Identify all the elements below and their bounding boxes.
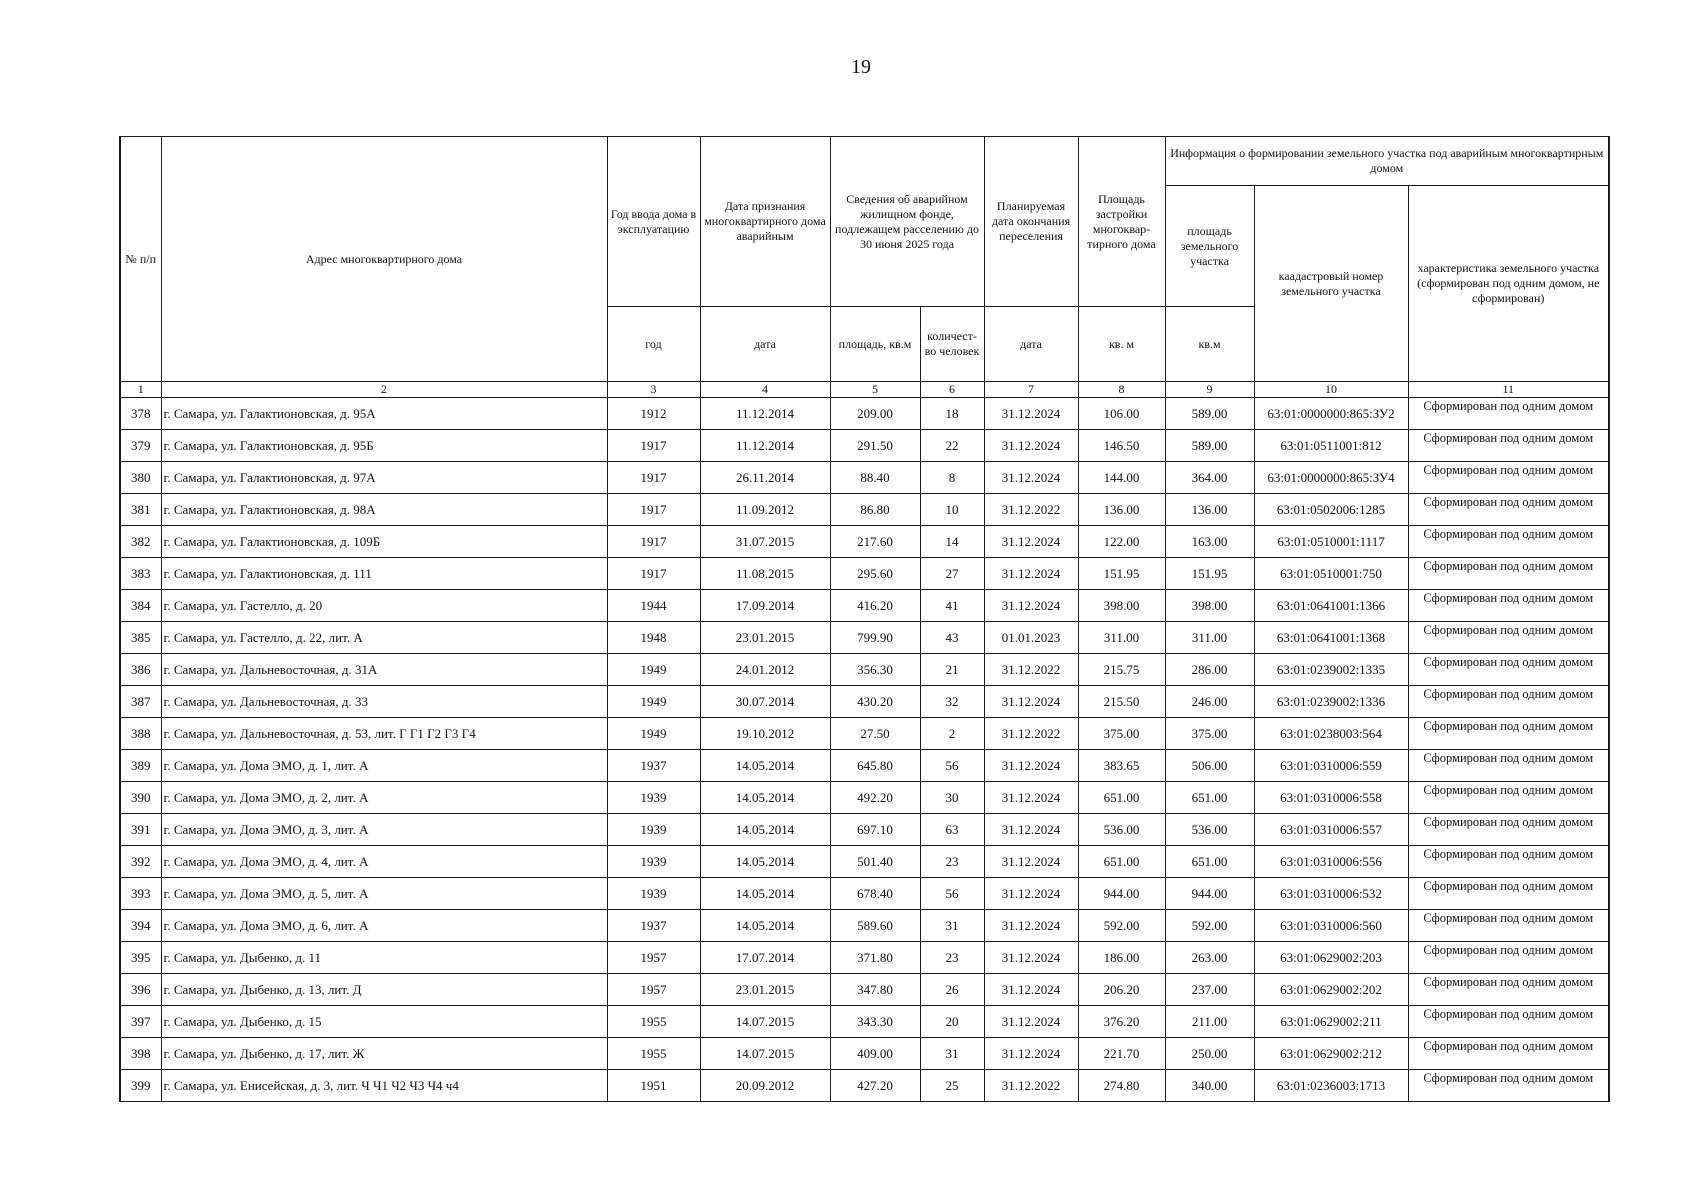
land-status: Сформирован под одним домом [1408,814,1609,846]
house-address: г. Самара, ул. Дыбенко, д. 15 [161,1006,607,1038]
people-count: 22 [920,430,984,462]
column-number: 2 [161,382,607,398]
land-status: Сформирован под одним домом [1408,1038,1609,1070]
recognition-date: 11.09.2012 [700,494,830,526]
people-count: 32 [920,686,984,718]
commission-year: 1939 [607,846,700,878]
cadastral-number: 63:01:0310006:560 [1254,910,1408,942]
commission-year: 1957 [607,974,700,1006]
recognition-date: 14.05.2014 [700,782,830,814]
commission-year: 1949 [607,686,700,718]
cadastral-number: 63:01:0629002:211 [1254,1006,1408,1038]
row-number: 392 [120,846,161,878]
row-number: 399 [120,1070,161,1102]
commission-year: 1937 [607,750,700,782]
recognition-date: 19.10.2012 [700,718,830,750]
land-status: Сформирован под одним домом [1408,462,1609,494]
house-address: г. Самара, ул. Дома ЭМО, д. 6, лит. А [161,910,607,942]
table-row [120,686,1609,718]
table-body [120,398,1609,1102]
land-area: 163.00 [1165,526,1254,558]
planned-resettlement-date: 31.12.2024 [984,686,1078,718]
table-row [120,1006,1609,1038]
planned-resettlement-date: 31.12.2022 [984,718,1078,750]
land-area: 263.00 [1165,942,1254,974]
people-count: 27 [920,558,984,590]
commission-year: 1917 [607,526,700,558]
commission-year: 1917 [607,462,700,494]
planned-resettlement-date: 31.12.2024 [984,814,1078,846]
table-row [120,1038,1609,1070]
planned-resettlement-date: 31.12.2024 [984,846,1078,878]
unit-land-area: кв.м [1165,307,1254,382]
emergency-area: 799.90 [830,622,920,654]
recognition-date: 17.09.2014 [700,590,830,622]
unit-building-area: кв. м [1078,307,1165,382]
table-row [120,814,1609,846]
commission-year: 1951 [607,1070,700,1102]
table-row [120,590,1609,622]
commission-year: 1917 [607,494,700,526]
header-address: Адрес многоквартирного дома [161,137,607,382]
cadastral-number: 63:01:0510001:1117 [1254,526,1408,558]
building-area: 398.00 [1078,590,1165,622]
land-area: 589.00 [1165,398,1254,430]
row-number: 382 [120,526,161,558]
emergency-area: 291.50 [830,430,920,462]
emergency-area: 427.20 [830,1070,920,1102]
building-area: 651.00 [1078,846,1165,878]
table-row [120,526,1609,558]
land-area: 237.00 [1165,974,1254,1006]
emergency-area: 88.40 [830,462,920,494]
people-count: 23 [920,846,984,878]
planned-resettlement-date: 31.12.2022 [984,654,1078,686]
header-cadastral: каадастровый номер земельного участка [1254,186,1408,382]
emergency-area: 209.00 [830,398,920,430]
land-status: Сформирован под одним домом [1408,750,1609,782]
row-number: 379 [120,430,161,462]
commission-year: 1937 [607,910,700,942]
column-number: 7 [984,382,1078,398]
people-count: 21 [920,654,984,686]
header-num: № п/п [120,137,161,382]
recognition-date: 14.05.2014 [700,910,830,942]
unit-planned-date: дата [984,307,1078,382]
planned-resettlement-date: 31.12.2024 [984,1038,1078,1070]
cadastral-number: 63:01:0239002:1336 [1254,686,1408,718]
planned-resettlement-date: 31.12.2024 [984,878,1078,910]
emergency-area: 371.80 [830,942,920,974]
land-status: Сформирован под одним домом [1408,878,1609,910]
emergency-area: 492.20 [830,782,920,814]
header-emergency-stock: Сведения об аварийном жилищном фонде, подлежащем расселению до 30 июня 2025 года [830,137,984,307]
table-row [120,1070,1609,1102]
recognition-date: 26.11.2014 [700,462,830,494]
planned-resettlement-date: 31.12.2024 [984,398,1078,430]
commission-year: 1917 [607,430,700,462]
land-area: 375.00 [1165,718,1254,750]
row-number: 398 [120,1038,161,1070]
row-number: 383 [120,558,161,590]
emergency-area: 430.20 [830,686,920,718]
emergency-area: 589.60 [830,910,920,942]
house-address: г. Самара, ул. Гастелло, д. 20 [161,590,607,622]
emergency-area: 343.30 [830,1006,920,1038]
table-row [120,910,1609,942]
unit-people: количест-во человек [920,307,984,382]
cadastral-number: 63:01:0000000:865:ЗУ4 [1254,462,1408,494]
table-row [120,846,1609,878]
house-address: г. Самара, ул. Дома ЭМО, д. 1, лит. А [161,750,607,782]
land-status: Сформирован под одним домом [1408,654,1609,686]
table-row [120,878,1609,910]
row-number: 378 [120,398,161,430]
cadastral-number: 63:01:0310006:557 [1254,814,1408,846]
emergency-area: 356.30 [830,654,920,686]
row-number: 384 [120,590,161,622]
column-number: 10 [1254,382,1408,398]
table-row [120,430,1609,462]
emergency-area: 347.80 [830,974,920,1006]
house-address: г. Самара, ул. Галактионовская, д. 111 [161,558,607,590]
planned-resettlement-date: 31.12.2024 [984,942,1078,974]
row-number: 393 [120,878,161,910]
column-number: 8 [1078,382,1165,398]
land-area: 592.00 [1165,910,1254,942]
building-area: 944.00 [1078,878,1165,910]
building-area: 221.70 [1078,1038,1165,1070]
land-area: 398.00 [1165,590,1254,622]
people-count: 31 [920,1038,984,1070]
commission-year: 1949 [607,718,700,750]
recognition-date: 11.12.2014 [700,430,830,462]
land-status: Сформирован под одним домом [1408,942,1609,974]
land-area: 136.00 [1165,494,1254,526]
emergency-housing-table [119,136,1610,1102]
emergency-area: 678.40 [830,878,920,910]
emergency-area: 697.10 [830,814,920,846]
table-row [120,654,1609,686]
planned-resettlement-date: 31.12.2024 [984,750,1078,782]
people-count: 23 [920,942,984,974]
column-number-row [120,382,1609,398]
land-area: 311.00 [1165,622,1254,654]
house-address: г. Самара, ул. Дыбенко, д. 11 [161,942,607,974]
building-area: 144.00 [1078,462,1165,494]
building-area: 215.50 [1078,686,1165,718]
house-address: г. Самара, ул. Дальневосточная, д. 33 [161,686,607,718]
building-area: 206.20 [1078,974,1165,1006]
table-row [120,494,1609,526]
cadastral-number: 63:01:0310006:532 [1254,878,1408,910]
cadastral-number: 63:01:0310006:559 [1254,750,1408,782]
cadastral-number: 63:01:0502006:1285 [1254,494,1408,526]
commission-year: 1917 [607,558,700,590]
column-number: 6 [920,382,984,398]
commission-year: 1939 [607,782,700,814]
emergency-area: 416.20 [830,590,920,622]
cadastral-number: 63:01:0239002:1335 [1254,654,1408,686]
building-area: 311.00 [1078,622,1165,654]
cadastral-number: 63:01:0641001:1368 [1254,622,1408,654]
building-area: 146.50 [1078,430,1165,462]
header-year: Год ввода дома в эксплуатацию [607,137,700,307]
recognition-date: 30.07.2014 [700,686,830,718]
house-address: г. Самара, ул. Дома ЭМО, д. 2, лит. А [161,782,607,814]
table-row [120,942,1609,974]
recognition-date: 14.05.2014 [700,846,830,878]
column-number: 11 [1408,382,1609,398]
recognition-date: 14.05.2014 [700,814,830,846]
house-address: г. Самара, ул. Галактионовская, д. 98А [161,494,607,526]
page-number: 19 [851,56,871,78]
land-area: 250.00 [1165,1038,1254,1070]
unit-date: дата [700,307,830,382]
recognition-date: 11.08.2015 [700,558,830,590]
recognition-date: 23.01.2015 [700,974,830,1006]
house-address: г. Самара, ул. Дальневосточная, д. 53, лит. Г Г1 Г2 Г3 Г4 [161,718,607,750]
house-address: г. Самара, ул. Галактионовская, д. 95А [161,398,607,430]
house-address: г. Самара, ул. Дома ЭМО, д. 5, лит. А [161,878,607,910]
land-area: 651.00 [1165,782,1254,814]
commission-year: 1955 [607,1038,700,1070]
land-status: Сформирован под одним домом [1408,622,1609,654]
column-number: 1 [120,382,161,398]
recognition-date: 11.12.2014 [700,398,830,430]
cadastral-number: 63:01:0000000:865:ЗУ2 [1254,398,1408,430]
land-status: Сформирован под одним домом [1408,494,1609,526]
row-number: 394 [120,910,161,942]
building-area: 136.00 [1078,494,1165,526]
header-planned-date: Планируемая дата окончания переселения [984,137,1078,307]
land-status: Сформирован под одним домом [1408,910,1609,942]
land-area: 364.00 [1165,462,1254,494]
building-area: 122.00 [1078,526,1165,558]
house-address: г. Самара, ул. Дыбенко, д. 17, лит. Ж [161,1038,607,1070]
people-count: 63 [920,814,984,846]
cadastral-number: 63:01:0310006:558 [1254,782,1408,814]
emergency-area: 27.50 [830,718,920,750]
house-address: г. Самара, ул. Галактионовская, д. 97А [161,462,607,494]
planned-resettlement-date: 31.12.2024 [984,910,1078,942]
building-area: 383.65 [1078,750,1165,782]
people-count: 20 [920,1006,984,1038]
planned-resettlement-date: 31.12.2024 [984,558,1078,590]
header-land-info: Информация о формировании земельного участка под аварийным многоквартирным домом [1165,137,1609,186]
house-address: г. Самара, ул. Енисейская, д. 3, лит. Ч Ч1 Ч2 Ч3 Ч4 ч4 [161,1070,607,1102]
people-count: 26 [920,974,984,1006]
land-status: Сформирован под одним домом [1408,526,1609,558]
planned-resettlement-date: 01.01.2023 [984,622,1078,654]
land-area: 506.00 [1165,750,1254,782]
land-status: Сформирован под одним домом [1408,974,1609,1006]
land-status: Сформирован под одним домом [1408,430,1609,462]
land-area: 536.00 [1165,814,1254,846]
table-row [120,558,1609,590]
cadastral-number: 63:01:0629002:212 [1254,1038,1408,1070]
emergency-area: 86.80 [830,494,920,526]
building-area: 651.00 [1078,782,1165,814]
building-area: 536.00 [1078,814,1165,846]
emergency-area: 645.80 [830,750,920,782]
people-count: 2 [920,718,984,750]
table-row [120,622,1609,654]
land-status: Сформирован под одним домом [1408,846,1609,878]
table-row [120,718,1609,750]
building-area: 106.00 [1078,398,1165,430]
land-area: 944.00 [1165,878,1254,910]
land-status: Сформирован под одним домом [1408,558,1609,590]
header-building-area: Площадь застройки многоквар-тирного дома [1078,137,1165,307]
planned-resettlement-date: 31.12.2024 [984,590,1078,622]
cadastral-number: 63:01:0511001:812 [1254,430,1408,462]
row-number: 381 [120,494,161,526]
planned-resettlement-date: 31.12.2024 [984,974,1078,1006]
commission-year: 1939 [607,878,700,910]
table-row [120,782,1609,814]
row-number: 387 [120,686,161,718]
planned-resettlement-date: 31.12.2022 [984,1070,1078,1102]
row-number: 386 [120,654,161,686]
column-number: 5 [830,382,920,398]
building-area: 376.20 [1078,1006,1165,1038]
row-number: 396 [120,974,161,1006]
unit-area: площадь, кв.м [830,307,920,382]
commission-year: 1944 [607,590,700,622]
planned-resettlement-date: 31.12.2024 [984,526,1078,558]
recognition-date: 14.05.2014 [700,878,830,910]
table-row [120,750,1609,782]
building-area: 215.75 [1078,654,1165,686]
people-count: 56 [920,878,984,910]
people-count: 30 [920,782,984,814]
emergency-area: 409.00 [830,1038,920,1070]
building-area: 274.80 [1078,1070,1165,1102]
land-status: Сформирован под одним домом [1408,1070,1609,1102]
row-number: 389 [120,750,161,782]
building-area: 592.00 [1078,910,1165,942]
land-area: 211.00 [1165,1006,1254,1038]
cadastral-number: 63:01:0510001:750 [1254,558,1408,590]
header-land-status: характеристика земельного участка (сформирован под одним домом, не сформирован) [1408,186,1609,382]
table-row [120,974,1609,1006]
recognition-date: 14.07.2015 [700,1038,830,1070]
planned-resettlement-date: 31.12.2022 [984,494,1078,526]
recognition-date: 24.01.2012 [700,654,830,686]
unit-year: год [607,307,700,382]
planned-resettlement-date: 31.12.2024 [984,1006,1078,1038]
cadastral-number: 63:01:0641001:1366 [1254,590,1408,622]
header-land-area: площадь земельного участка [1165,186,1254,307]
recognition-date: 31.07.2015 [700,526,830,558]
land-status: Сформирован под одним домом [1408,782,1609,814]
building-area: 375.00 [1078,718,1165,750]
planned-resettlement-date: 31.12.2024 [984,782,1078,814]
land-status: Сформирован под одним домом [1408,398,1609,430]
commission-year: 1912 [607,398,700,430]
land-area: 589.00 [1165,430,1254,462]
land-area: 246.00 [1165,686,1254,718]
house-address: г. Самара, ул. Гастелло, д. 22, лит. А [161,622,607,654]
land-status: Сформирован под одним домом [1408,1006,1609,1038]
land-area: 286.00 [1165,654,1254,686]
recognition-date: 14.07.2015 [700,1006,830,1038]
house-address: г. Самара, ул. Дома ЭМО, д. 4, лит. А [161,846,607,878]
cadastral-number: 63:01:0629002:203 [1254,942,1408,974]
people-count: 8 [920,462,984,494]
house-address: г. Самара, ул. Дальневосточная, д. 31А [161,654,607,686]
emergency-area: 501.40 [830,846,920,878]
recognition-date: 17.07.2014 [700,942,830,974]
planned-resettlement-date: 31.12.2024 [984,430,1078,462]
row-number: 390 [120,782,161,814]
row-number: 397 [120,1006,161,1038]
column-number: 3 [607,382,700,398]
row-number: 395 [120,942,161,974]
recognition-date: 14.05.2014 [700,750,830,782]
recognition-date: 20.09.2012 [700,1070,830,1102]
emergency-area: 295.60 [830,558,920,590]
people-count: 31 [920,910,984,942]
land-area: 151.95 [1165,558,1254,590]
header-date-recognized: Дата признания многоквартирного дома аварийным [700,137,830,307]
column-number: 9 [1165,382,1254,398]
land-status: Сформирован под одним домом [1408,718,1609,750]
row-number: 388 [120,718,161,750]
building-area: 151.95 [1078,558,1165,590]
people-count: 14 [920,526,984,558]
commission-year: 1939 [607,814,700,846]
cadastral-number: 63:01:0629002:202 [1254,974,1408,1006]
land-status: Сформирован под одним домом [1408,590,1609,622]
table-row [120,462,1609,494]
land-status: Сформирован под одним домом [1408,686,1609,718]
planned-resettlement-date: 31.12.2024 [984,462,1078,494]
building-area: 186.00 [1078,942,1165,974]
land-area: 340.00 [1165,1070,1254,1102]
people-count: 41 [920,590,984,622]
recognition-date: 23.01.2015 [700,622,830,654]
column-number: 4 [700,382,830,398]
row-number: 391 [120,814,161,846]
commission-year: 1955 [607,1006,700,1038]
registry-table-container [119,136,1608,1102]
table-row [120,398,1609,430]
cadastral-number: 63:01:0310006:556 [1254,846,1408,878]
row-number: 380 [120,462,161,494]
house-address: г. Самара, ул. Галактионовская, д. 95Б [161,430,607,462]
house-address: г. Самара, ул. Дыбенко, д. 13, лит. Д [161,974,607,1006]
land-area: 651.00 [1165,846,1254,878]
row-number: 385 [120,622,161,654]
cadastral-number: 63:01:0236003:1713 [1254,1070,1408,1102]
people-count: 56 [920,750,984,782]
commission-year: 1948 [607,622,700,654]
commission-year: 1949 [607,654,700,686]
people-count: 25 [920,1070,984,1102]
cadastral-number: 63:01:0238003:564 [1254,718,1408,750]
commission-year: 1957 [607,942,700,974]
people-count: 43 [920,622,984,654]
emergency-area: 217.60 [830,526,920,558]
house-address: г. Самара, ул. Галактионовская, д. 109Б [161,526,607,558]
house-address: г. Самара, ул. Дома ЭМО, д. 3, лит. А [161,814,607,846]
people-count: 18 [920,398,984,430]
people-count: 10 [920,494,984,526]
